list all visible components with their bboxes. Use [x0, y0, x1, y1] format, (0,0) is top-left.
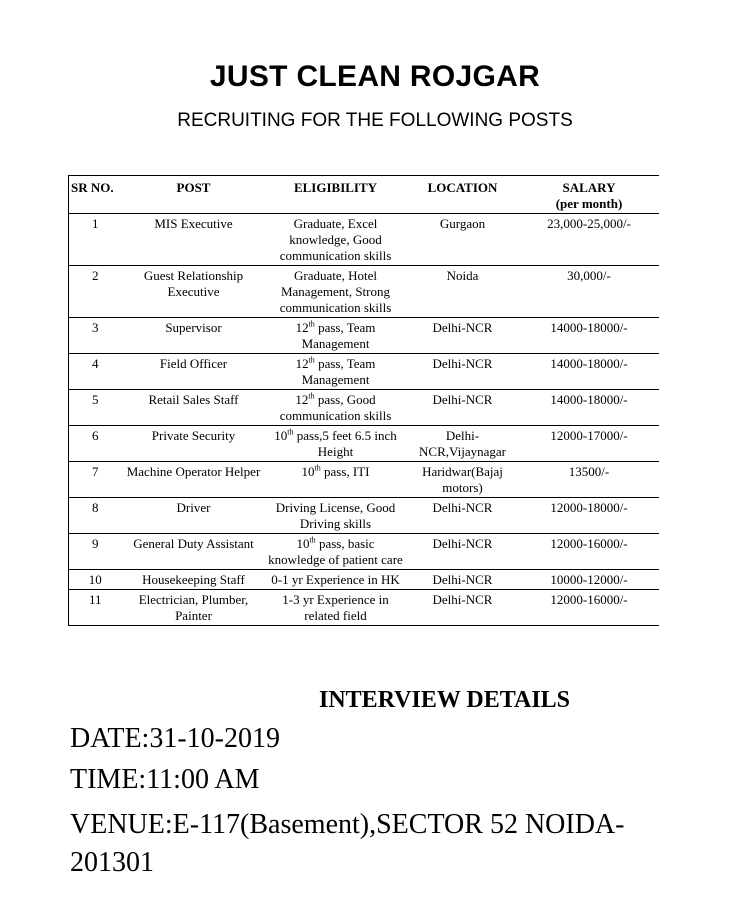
cell-location: Haridwar(Bajaj motors) [406, 462, 520, 498]
cell-sr: 3 [69, 318, 122, 354]
interview-venue: VENUE:E-117(Basement),SECTOR 52 NOIDA-201301 [70, 809, 625, 878]
page-subtitle: RECRUITING FOR THE FOLLOWING POSTS [177, 110, 573, 131]
cell-sr: 11 [69, 590, 122, 626]
cell-sr: 6 [69, 426, 122, 462]
header-eligibility: ELIGIBILITY [266, 176, 406, 214]
cell-salary: 12000-17000/- [520, 426, 659, 462]
cell-salary: 30,000/- [520, 266, 659, 318]
cell-sr: 8 [69, 498, 122, 534]
cell-post: General Duty Assistant [122, 534, 266, 570]
cell-salary: 10000-12000/- [520, 570, 659, 590]
header-salary [520, 176, 659, 214]
cell-eligibility: 12th pass, Team Management [266, 354, 406, 390]
cell-post: Housekeeping Staff [122, 570, 266, 590]
cell-location: Gurgaon [406, 214, 520, 266]
cell-location: Delhi-NCR [406, 318, 520, 354]
cell-eligibility: 12th pass, Good communication skills [266, 390, 406, 426]
cell-post: Supervisor [122, 318, 266, 354]
cell-eligibility: 1-3 yr Experience in related field [266, 590, 406, 626]
page-title: JUST CLEAN ROJGAR [209, 60, 541, 93]
cell-location: Delhi-NCR [406, 570, 520, 590]
cell-sr: 1 [69, 214, 122, 266]
header-location: LOCATION [406, 176, 520, 214]
cell-sr: 10 [69, 570, 122, 590]
cell-sr: 5 [69, 390, 122, 426]
table-row [69, 214, 659, 266]
table-row [69, 426, 659, 462]
cell-sr: 4 [69, 354, 122, 390]
cell-post: Electrician, Plumber, Painter [122, 590, 266, 626]
cell-eligibility: 12th pass, Team Management [266, 318, 406, 354]
posts-table [68, 175, 659, 626]
interview-details-heading: INTERVIEW DETAILS [319, 687, 571, 713]
cell-eligibility: 10th pass, ITI [266, 462, 406, 498]
cell-sr: 2 [69, 266, 122, 318]
cell-eligibility: Driving License, Good Driving skills [266, 498, 406, 534]
table-row [69, 462, 659, 498]
table-row [69, 390, 659, 426]
cell-eligibility: 0-1 yr Experience in HK [266, 570, 406, 590]
cell-eligibility: Graduate, Excel knowledge, Good communication skills [266, 214, 406, 266]
header-post: POST [122, 176, 266, 214]
cell-salary: 12000-16000/- [520, 590, 659, 626]
cell-sr: 7 [69, 462, 122, 498]
table-row [69, 534, 659, 570]
table-header-row [69, 176, 659, 214]
cell-post: Field Officer [122, 354, 266, 390]
cell-salary: 14000-18000/- [520, 354, 659, 390]
cell-salary: 13500/- [520, 462, 659, 498]
table-row [69, 498, 659, 534]
cell-location: Delhi-NCR [406, 534, 520, 570]
cell-post: Machine Operator Helper [122, 462, 266, 498]
cell-salary: 12000-16000/- [520, 534, 659, 570]
interview-time: TIME:11:00 AM [70, 764, 260, 795]
header-salary-label: SALARY [562, 180, 616, 195]
cell-salary: 23,000-25,000/- [520, 214, 659, 266]
cell-post: Driver [122, 498, 266, 534]
table-row [69, 590, 659, 626]
header-salary-sub: (per month) [555, 196, 623, 211]
cell-post: Private Security [122, 426, 266, 462]
table-row [69, 570, 659, 590]
cell-post: Guest Relationship Executive [122, 266, 266, 318]
header-sr-no: SR NO. [69, 176, 122, 214]
cell-eligibility: Graduate, Hotel Management, Strong communication skills [266, 266, 406, 318]
cell-salary: 12000-18000/- [520, 498, 659, 534]
cell-location: Delhi-NCR [406, 498, 520, 534]
table-row [69, 318, 659, 354]
table-row [69, 354, 659, 390]
cell-location: Delhi-NCR [406, 390, 520, 426]
cell-post: MIS Executive [122, 214, 266, 266]
cell-post: Retail Sales Staff [122, 390, 266, 426]
cell-eligibility: 10th pass, basic knowledge of patient care [266, 534, 406, 570]
cell-location: Delhi-NCR,Vijaynagar [406, 426, 520, 462]
cell-location: Delhi-NCR [406, 590, 520, 626]
cell-salary: 14000-18000/- [520, 318, 659, 354]
cell-salary: 14000-18000/- [520, 390, 659, 426]
table-row [69, 266, 659, 318]
cell-location: Delhi-NCR [406, 354, 520, 390]
cell-eligibility: 10th pass,5 feet 6.5 inch Height [266, 426, 406, 462]
cell-sr: 9 [69, 534, 122, 570]
cell-location: Noida [406, 266, 520, 318]
interview-date: DATE:31-10-2019 [70, 723, 280, 754]
